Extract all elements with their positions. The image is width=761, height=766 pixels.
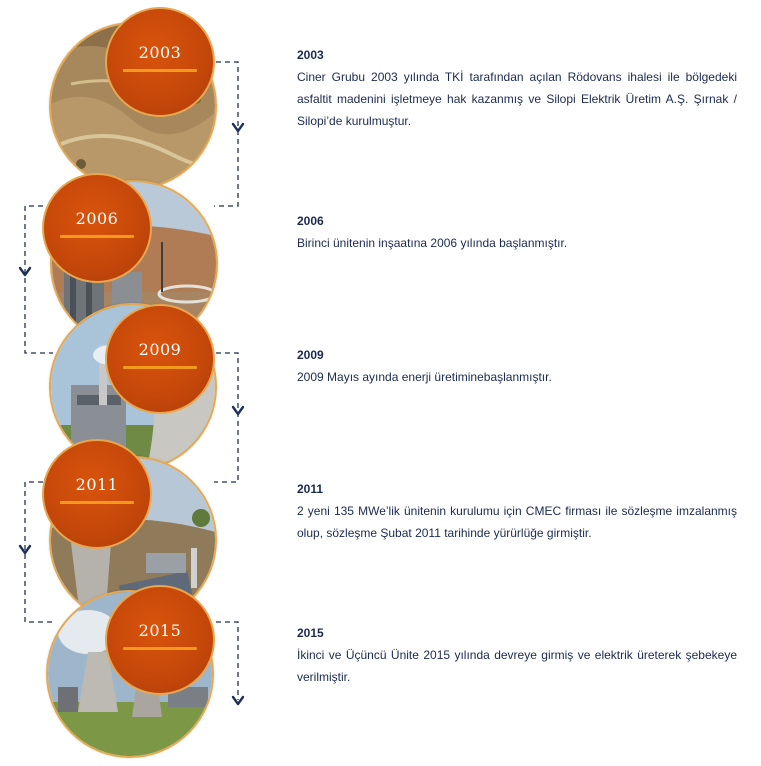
entry-year: 2015 — [297, 626, 324, 640]
entry-2011 — [297, 482, 737, 544]
badge-underline — [60, 235, 134, 238]
badge-underline — [123, 69, 197, 72]
year-badge-2003 — [105, 7, 215, 117]
entry-description: Birinci ünitenin inşaatına 2006 yılında başlanmıştır. — [297, 236, 568, 250]
year-badge-2011 — [42, 439, 152, 549]
entry-2003 — [297, 48, 737, 132]
entry-description: İkinci ve Üçüncü Ünite 2015 yılında devreye girmiş ve elektrik üreterek şebekeye verilmiştir. — [297, 648, 737, 684]
entry-2006 — [297, 214, 737, 254]
year-badge-2015 — [105, 585, 215, 695]
entry-year: 2006 — [297, 214, 324, 228]
chevron-down-icon — [233, 697, 243, 704]
connector-2003-2006 — [214, 62, 238, 206]
entry-year: 2009 — [297, 348, 324, 362]
entry-year: 2011 — [297, 482, 324, 496]
badge-underline — [60, 501, 134, 504]
chevron-down-icon — [233, 407, 243, 414]
badge-year-label: 2003 — [138, 43, 182, 62]
entry-year: 2003 — [297, 48, 324, 62]
year-badge-2009 — [105, 304, 215, 414]
badge-year-label: 2009 — [138, 340, 182, 359]
badge-year-label: 2015 — [138, 621, 182, 640]
connector-2009-2011 — [214, 353, 238, 482]
connector-2015-end — [216, 622, 238, 700]
entry-2015 — [297, 626, 737, 688]
badge-year-label: 2006 — [75, 209, 119, 228]
badge-underline — [123, 366, 197, 369]
entry-description: 2 yeni 135 MWe’lik ünitenin kurulumu için CMEC firması ile sözleşme imzalanmış olup, sözleşme Şubat 2011 tarihinde yürürlüğe girmiştir. — [297, 504, 737, 540]
badge-underline — [123, 647, 197, 650]
year-badge-2006 — [42, 173, 152, 283]
entry-description: 2009 Mayıs ayında enerji üretiminebaşlanmıştır. — [297, 370, 552, 384]
entry-description: Ciner Grubu 2003 yılında TKİ tarafından açılan Rödovans ihalesi ile bölgedeki asfaltit madenini işletmeye hak kazanmış ve Silopi Elektrik Üretim A.Ş. Şırnak / Silopi’de kurulmuştur. — [297, 70, 737, 128]
entry-2009 — [297, 348, 737, 388]
badge-year-label: 2011 — [75, 475, 119, 494]
